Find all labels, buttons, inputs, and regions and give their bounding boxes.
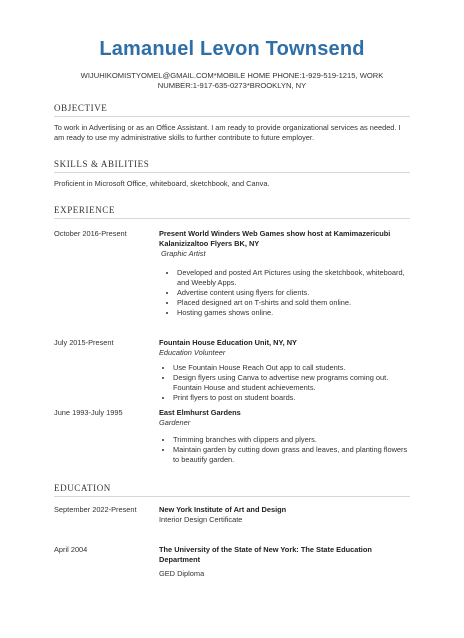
entry-title: New York Institute of Art and Design xyxy=(159,505,287,514)
entry-body xyxy=(159,229,410,318)
entry-subtitle: Interior Design Certificate xyxy=(159,515,243,524)
entry-body xyxy=(159,545,410,579)
entry-date: October 2016-Present xyxy=(54,229,127,238)
section-title-education: EDUCATION xyxy=(54,483,410,497)
skills-text: Proficient in Microsoft Office, whiteboard, sketchbook, and Canva. xyxy=(54,179,270,188)
bullet-item: • Print flyers to post on student boards. xyxy=(173,393,410,403)
education-entry xyxy=(54,505,410,525)
education-entry xyxy=(54,545,410,579)
bullet-item: • Developed and posted Art Pictures using the sketchbook, whiteboard, and Weebly Apps. xyxy=(177,268,410,288)
entry-role: Education Volunteer xyxy=(159,348,226,357)
entry-title: Fountain House Education Unit, NY, NY xyxy=(159,338,297,347)
bullet-item: • Hosting games shows online. xyxy=(177,308,410,318)
entry-body xyxy=(159,338,410,358)
entry-title: East Elmhurst Gardens xyxy=(159,408,241,417)
entry-body xyxy=(159,505,410,525)
contact-line: WIJUHIKOMISTYOMEL@GMAIL.COM*MOBILE HOME PHONE:1-929-519-1215, WORK NUMBER:1-917-635-0273*BROOKLYN, NY xyxy=(80,71,384,90)
entry-title: The University of the State of New York: The State Education Department xyxy=(159,545,372,564)
entry-subtitle: GED Diploma xyxy=(159,569,205,578)
experience-entry xyxy=(54,229,410,318)
entry-date: July 2015-Present xyxy=(54,338,114,347)
entry-body xyxy=(159,408,410,428)
entry-bullets xyxy=(159,268,410,318)
bullet-item: • Placed designed art on T-shirts and sold them online. xyxy=(177,298,410,308)
entry-date: September 2022-Present xyxy=(54,505,137,514)
entry-bullets xyxy=(159,435,410,465)
resume-page xyxy=(0,38,464,638)
entry-date: April 2004 xyxy=(54,545,88,554)
section-title-objective: OBJECTIVE xyxy=(54,103,410,117)
bullet-item: • Advertise content using flyers for clients. xyxy=(177,288,410,298)
objective-text: To work in Advertising or as an Office Assistant. I am ready to provide organizational services as needed. I am ready to use my administrative skills to further contribute to future employer. xyxy=(54,123,401,142)
bullet-item: • Maintain garden by cutting down grass and leaves, and planting flowers to beautify garden. xyxy=(173,445,410,465)
bullet-item: • Design flyers using Canva to advertise new programs coming out. Fountain House and student achievements. xyxy=(173,373,410,393)
entry-role: Graphic Artist xyxy=(161,249,206,258)
experience-entry xyxy=(54,408,410,428)
entry-date: June 1993-July 1995 xyxy=(54,408,123,417)
section-title-experience: EXPERIENCE xyxy=(54,205,410,219)
entry-title: Present World Winders Web Games show host at Kamimazericubi Kalanizizaltoo Flyers BK, NY xyxy=(159,229,391,248)
candidate-name: Lamanuel Levon Townsend xyxy=(99,38,365,60)
bullet-item: • Use Fountain House Reach Out app to call students. xyxy=(173,363,410,373)
section-title-skills: SKILLS & ABILITIES xyxy=(54,159,410,173)
experience-entry xyxy=(54,338,410,358)
bullet-item: • Trimming branches with clippers and plyers. xyxy=(173,435,410,445)
entry-role: Gardener xyxy=(159,418,191,427)
entry-bullets xyxy=(159,363,410,403)
